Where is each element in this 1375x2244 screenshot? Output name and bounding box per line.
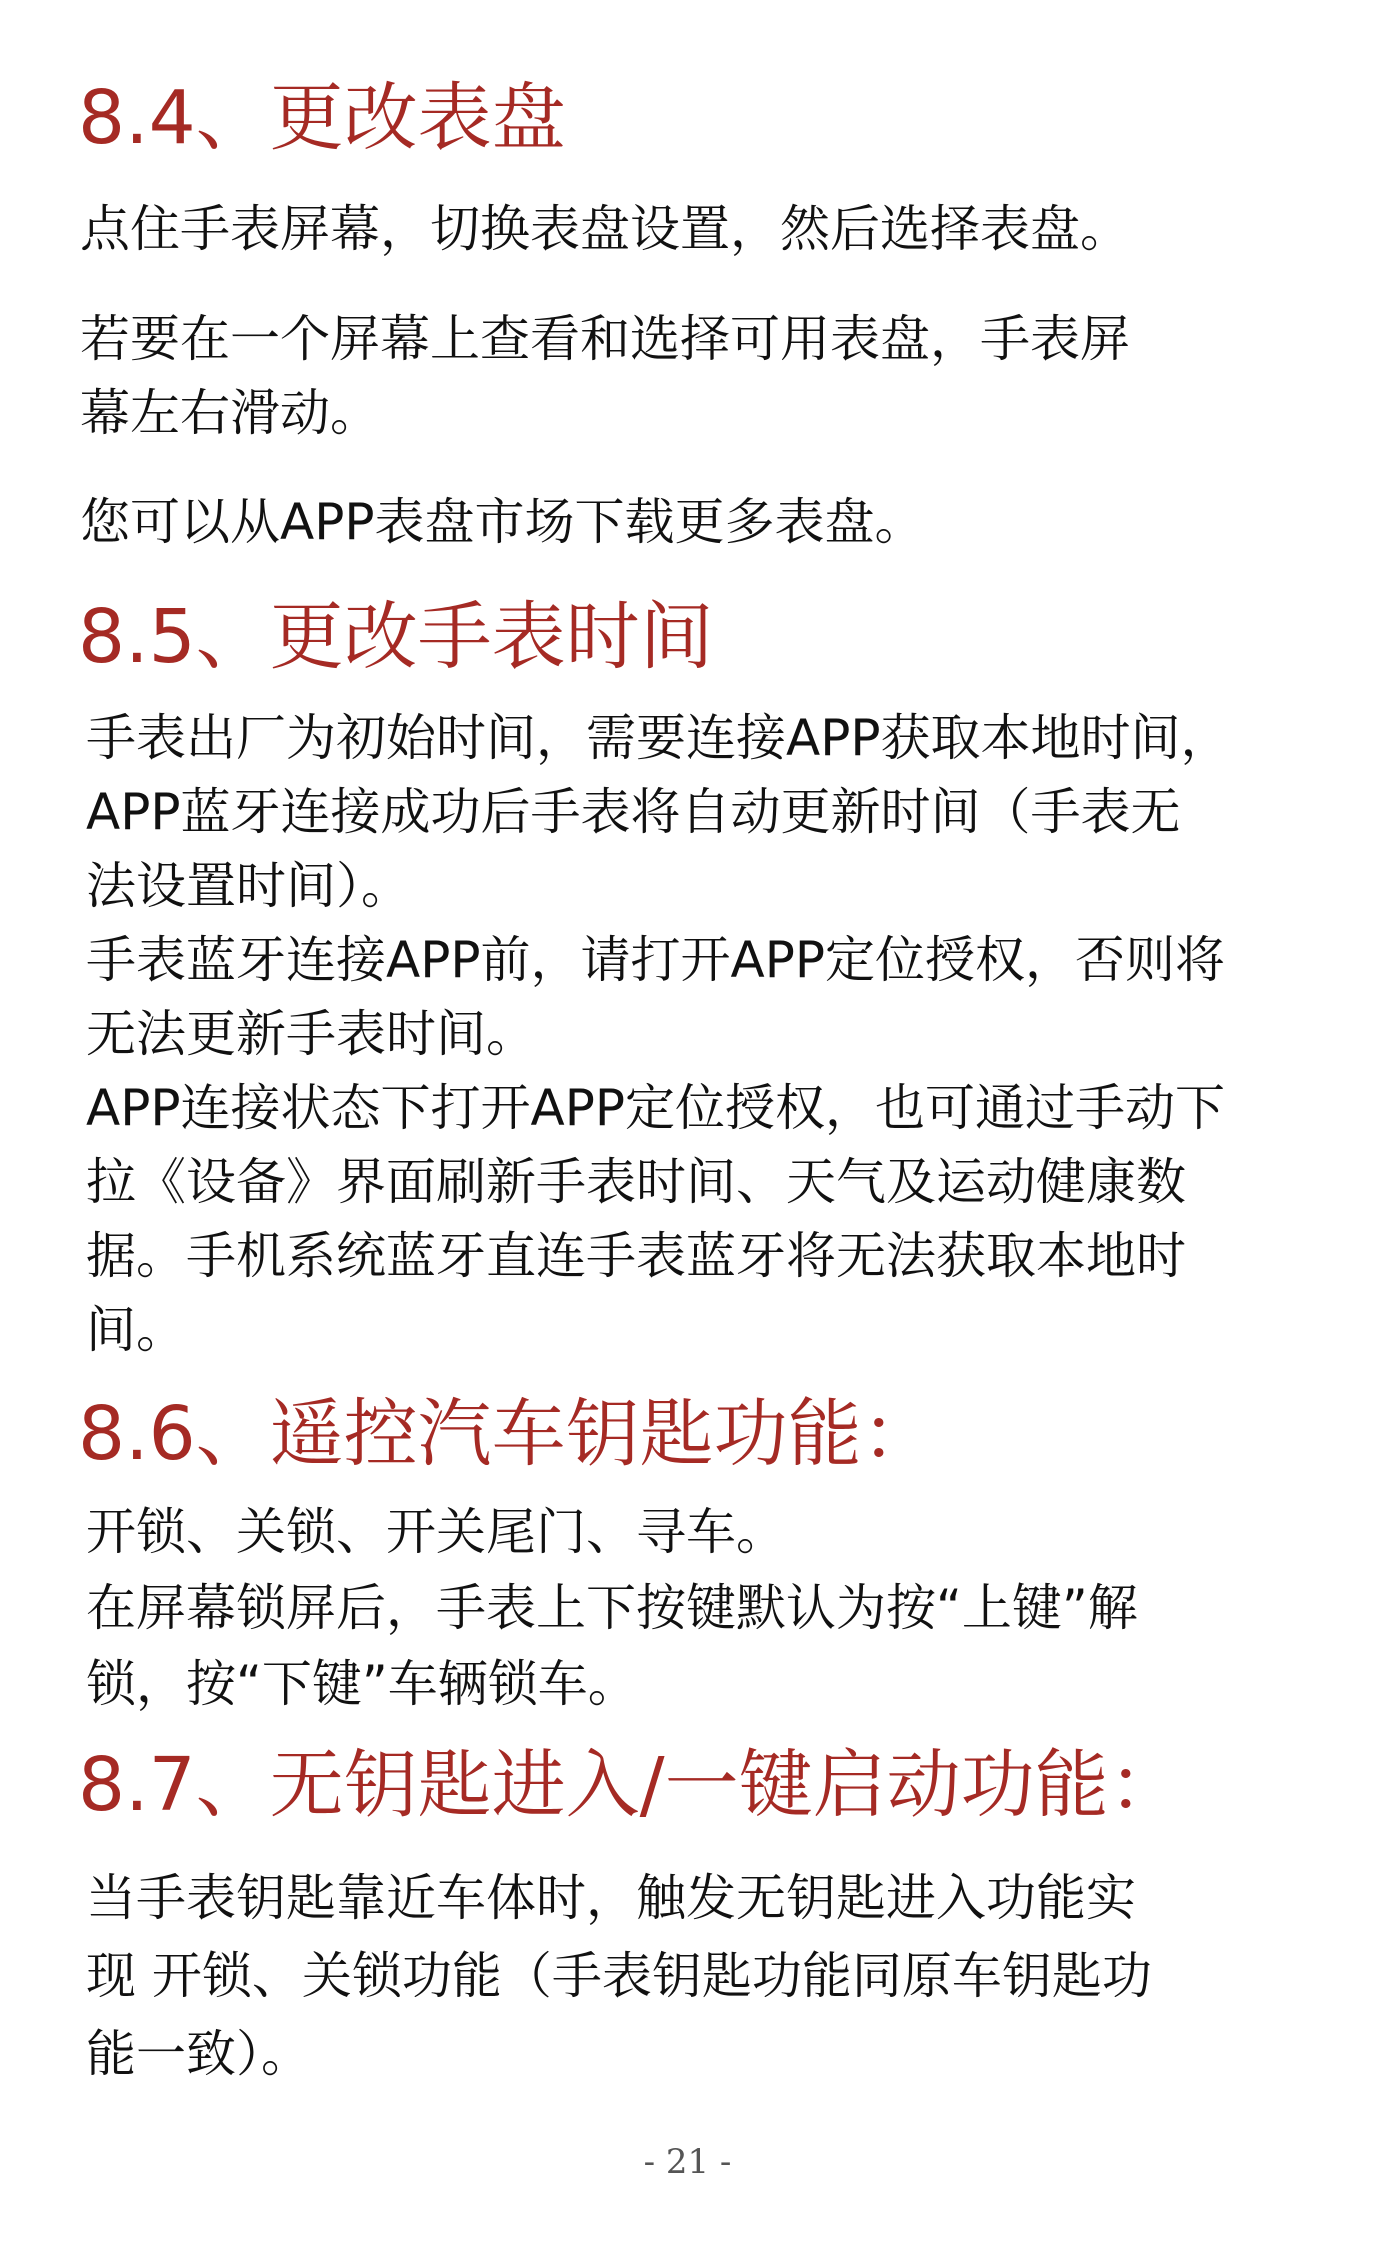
paragraph-line: 间。	[86, 1301, 186, 1359]
paragraph-line: 点住手表屏幕，切换表盘设置，然后选择表盘。	[80, 200, 1130, 258]
section-8-5-paragraph-1	[86, 701, 1231, 1367]
section-heading-8-5: 8.5、更改手表时间	[78, 594, 714, 680]
section-8-6-paragraph-1	[86, 1494, 1138, 1722]
paragraph-line: APP连接状态下打开APP定位授权，也可通过手动下	[86, 1079, 1226, 1137]
paragraph-line: 幕左右滑动。	[80, 384, 380, 442]
section-heading-8-7: 8.7、无钥匙进入/一键启动功能：	[78, 1742, 1183, 1828]
paragraph-line: APP蓝牙连接成功后手表将自动更新时间（手表无	[86, 783, 1181, 841]
section-8-7-paragraph-1	[86, 1859, 1152, 2093]
section-8-4-paragraph-1	[80, 198, 1130, 260]
paragraph-line: 若要在一个屏幕上查看和选择可用表盘，手表屏	[80, 310, 1130, 368]
paragraph-line: 拉《设备》界面刷新手表时间、天气及运动健康数	[86, 1153, 1186, 1211]
page-number: - 21 -	[643, 2142, 732, 2182]
section-8-4-paragraph-2	[80, 302, 1130, 450]
paragraph-line: 在屏幕锁屏后，手表上下按键默认为按“上键”解	[86, 1579, 1138, 1637]
paragraph-line: 当手表钥匙靠近车体时，触发无钥匙进入功能实	[86, 1869, 1136, 1927]
section-8-4-paragraph-3	[80, 491, 925, 553]
section-heading-8-6: 8.6、遥控汽车钥匙功能：	[78, 1391, 936, 1477]
section-heading-8-4: 8.4、更改表盘	[78, 75, 566, 161]
paragraph-line: 手表出厂为初始时间，需要连接APP获取本地时间，	[86, 709, 1231, 767]
paragraph-line: 法设置时间）。	[86, 857, 411, 915]
paragraph-line: 无法更新手表时间。	[86, 1005, 536, 1063]
paragraph-line: 现 开锁、关锁功能（手表钥匙功能同原车钥匙功	[86, 1947, 1152, 2005]
paragraph-line: 您可以从APP表盘市场下载更多表盘。	[80, 493, 925, 551]
paragraph-line: 能一致）。	[86, 2025, 311, 2083]
paragraph-line: 据。手机系统蓝牙直连手表蓝牙将无法获取本地时	[86, 1227, 1186, 1285]
paragraph-line: 开锁、关锁、开关尾门、寻车。	[86, 1503, 786, 1561]
paragraph-line: 锁，按“下键”车辆锁车。	[86, 1655, 638, 1713]
paragraph-line: 手表蓝牙连接APP前，请打开APP定位授权，否则将	[86, 931, 1226, 989]
